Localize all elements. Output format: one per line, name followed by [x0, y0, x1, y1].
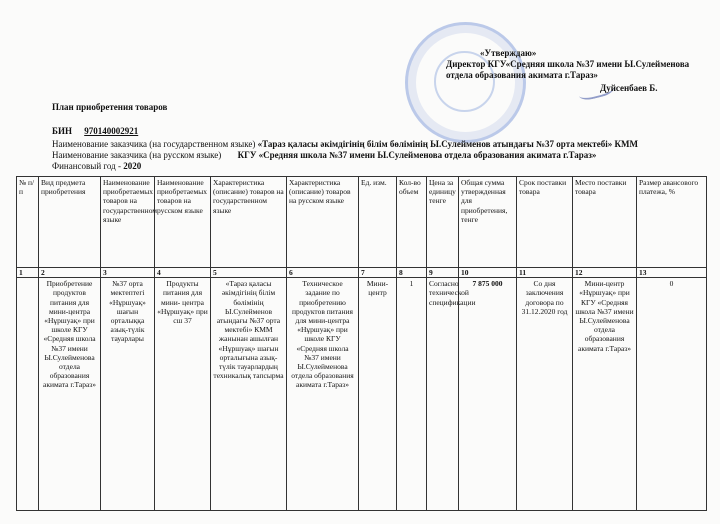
- fiscal-year-line: [52, 161, 141, 172]
- table-cell: 0: [637, 278, 707, 511]
- table-header-cell: Срок поставки товара: [517, 177, 573, 268]
- fiscal-value: 2020: [123, 161, 142, 171]
- table-cell: №37 орта мектептегі «Нұршуақ» шағын орталыққа азық-түлік тауарлары: [101, 278, 155, 511]
- table-cell: Мини-центр: [359, 278, 397, 511]
- table-header-cell: Место поставки товара: [573, 177, 637, 268]
- table-header-cell: Характеристика (описание) товаров на русском языке: [287, 177, 359, 268]
- column-number: 6: [287, 268, 359, 278]
- bin-line: [52, 126, 138, 137]
- column-number-row: [17, 268, 707, 278]
- table-cell: Согласно технической спецификации: [427, 278, 459, 511]
- table-cell: Со дня заключения договора по 31.12.2020 год: [517, 278, 573, 511]
- approval-signer: Дуйсенбаев Б.: [600, 83, 658, 93]
- customer-ru-value: КГУ «Средняя школа №37 имени Ы.Сулейменова отдела образования акимата г.Тараз»: [237, 150, 597, 160]
- column-number: 9: [427, 268, 459, 278]
- page-title: План приобретения товаров: [52, 102, 168, 112]
- table-cell: «Тараз қаласы әкімдігінің білім бөлімінің Ы.Сулейменов атындағы №37 орта мектебі» КММ жанынан ашылған «Нұршуақ» шағын орталығына азық-түлік тауарлардың техникалық тапсырма: [211, 278, 287, 511]
- table-cell: 1: [397, 278, 427, 511]
- table-cell: Техническое задание по приобретению продуктов питания для мини-центра «Нұршуақ» при школе КГУ «Средняя школа №37 имени Ы.Сулейменова отдела образования акимата г.Тараз»: [287, 278, 359, 511]
- column-number: 3: [101, 268, 155, 278]
- table-header-cell: Вид предмета приобретения: [39, 177, 101, 268]
- table-header-cell: Характеристика (описание) товаров на государственном языке: [211, 177, 287, 268]
- column-number: 1: [17, 268, 39, 278]
- bin-value: 970140002921: [84, 126, 139, 136]
- approval-block: [430, 48, 690, 94]
- table-header-cell: Ед. изм.: [359, 177, 397, 268]
- customer-kz-value: «Тараз қаласы әкімдігінің білім бөлімінің Ы.Сулейменов атындағы №37 орта мектебі» КММ: [257, 139, 638, 149]
- table-row: [17, 278, 707, 511]
- approval-line-3: отдела образования акимата г.Тараз»: [446, 70, 598, 80]
- column-number: 4: [155, 268, 211, 278]
- column-number: 7: [359, 268, 397, 278]
- column-number: 12: [573, 268, 637, 278]
- table-header-cell: Цена за единицу тенге: [427, 177, 459, 268]
- customer-kz-label: Наименование заказчика (на государственном языке): [52, 139, 256, 149]
- column-number: 8: [397, 268, 427, 278]
- bin-label: БИН: [52, 126, 72, 136]
- table-cell: [17, 278, 39, 511]
- table-cell: 7 875 000: [459, 278, 517, 511]
- fiscal-label: Финансовый год -: [52, 161, 121, 171]
- column-number: 5: [211, 268, 287, 278]
- table-header-cell: Общая сумма утвержденная для приобретения, тенге: [459, 177, 517, 268]
- table-header-cell: № п/п: [17, 177, 39, 268]
- table-cell: Мини-центр «Нұршуақ» при КГУ «Средняя школа №37 имени Ы.Сулейменова отдела образования акимата г.Тараз»: [573, 278, 637, 511]
- column-number: 10: [459, 268, 517, 278]
- table-cell: Продукты питания для мини- центра «Нұршуақ» при сш 37: [155, 278, 211, 511]
- column-number: 13: [637, 268, 707, 278]
- column-number: 11: [517, 268, 573, 278]
- approval-line-2: Директор КГУ«Средняя школа №37 имени Ы.Сулейменова: [446, 59, 690, 69]
- approval-line-1: «Утверждаю»: [480, 48, 537, 58]
- column-number: 2: [39, 268, 101, 278]
- purchase-plan-table: [16, 176, 707, 511]
- table-header-row: [17, 177, 707, 268]
- customer-ru-line: [52, 150, 596, 161]
- table-header-cell: Наименование приобретаемых товаров на государственном языке: [101, 177, 155, 268]
- customer-ru-label: Наименование заказчика (на русском языке): [52, 150, 222, 160]
- table-header-cell: Кол-во объем: [397, 177, 427, 268]
- table-header-cell: Наименование приобретаемых товаров на русском языке: [155, 177, 211, 268]
- table-header-cell: Размер авансового платежа, %: [637, 177, 707, 268]
- customer-kz-line: [52, 139, 638, 150]
- table-cell: Приобретение продуктов питания для мини-центра «Нұршуақ» при школе КГУ «Средняя школа №37 имени Ы.Сулейменова отдела образования акимата г.Тараз»: [39, 278, 101, 511]
